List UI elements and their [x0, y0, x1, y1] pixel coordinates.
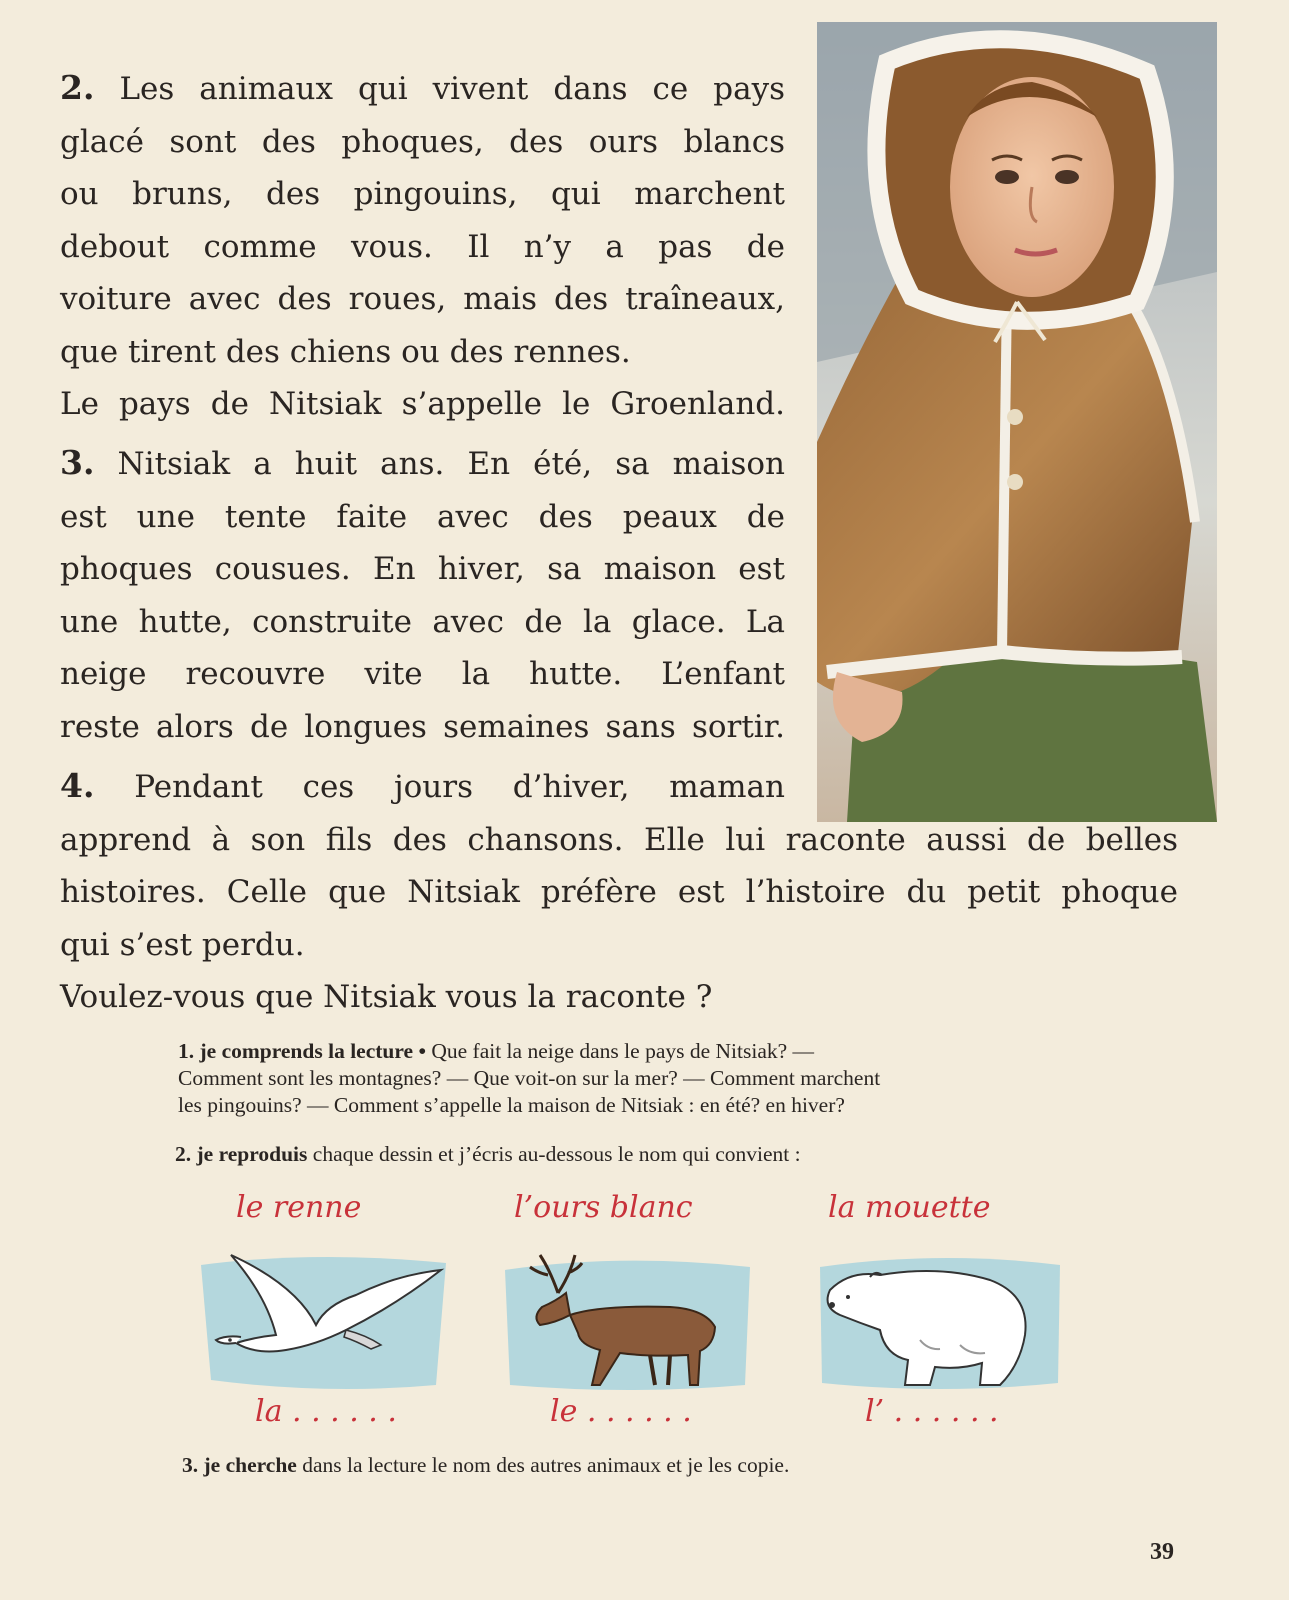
- paragraph-number: 3.: [60, 443, 95, 482]
- paragraph-number: 2.: [60, 68, 95, 107]
- answer-blank: la . . . . . .: [255, 1394, 397, 1429]
- exercise-3: 3. je cherche dans la lecture le nom des autres animaux et je les copie.: [182, 1453, 790, 1477]
- paragraph-number: 4.: [60, 766, 95, 805]
- word-choice: la mouette: [828, 1190, 991, 1225]
- exercise-title: je reproduis: [196, 1142, 308, 1166]
- paragraph-4: 4. Pendant ces jours d’hiver, maman apprend à son fils des chansons. Elle lui raconte aussi de belles histoires. Celle que Nitsiak préfère est l’histoire du petit phoque qui s’est perdu. Voulez-vous que Nitsiak vous la raconte ?: [60, 766, 1178, 1015]
- exercise-title: je cherche: [203, 1453, 297, 1477]
- exercise-title: je comprends la lecture: [199, 1039, 414, 1063]
- answer-blank: le . . . . . .: [550, 1394, 692, 1429]
- bullet-icon: •: [418, 1039, 426, 1063]
- seagull-drawing: [196, 1245, 451, 1395]
- paragraph-3: 3. Nitsiak a huit ans. En été, sa maison est une tente faite avec des peaux de phoques cousues. En hiver, sa maison est une hutte, construite avec de la glace. La neige recouvre vite la hutte. L’enfant reste alors de longues semaines sans sortir.: [60, 443, 785, 745]
- answer-blank: l’ . . . . . .: [865, 1394, 999, 1429]
- polar-bear-drawing: [810, 1245, 1065, 1395]
- exercise-1: 1. je comprends la lecture • Que fait la neige dans le pays de Nitsiak? — Comment sont les montagnes? — Que voit-on sur la mer? — Comment marchent les pingouins? — Comment s’appelle la maison de Nitsiak : en été? en hiver?: [178, 1039, 881, 1117]
- boy-in-fur-hood-illustration: [817, 22, 1217, 822]
- reindeer-drawing: [500, 1245, 755, 1395]
- word-choice: l’ours blanc: [514, 1190, 693, 1225]
- paragraph-2: 2. Les animaux qui vivent dans ce pays glacé sont des phoques, des ours blancs ou bruns, des pingouins, qui marchent debout comme vous. Il n’y a pas de voiture avec des roues, mais des traîneaux, que tirent des chiens ou des rennes. Le pays de Nitsiak s’appelle le Groenland.: [60, 68, 785, 422]
- exercise-2: 2. je reproduis chaque dessin et j’écris au-dessous le nom qui convient :: [175, 1142, 801, 1166]
- page-number: 39: [1150, 1539, 1174, 1565]
- word-choice: le renne: [236, 1190, 362, 1225]
